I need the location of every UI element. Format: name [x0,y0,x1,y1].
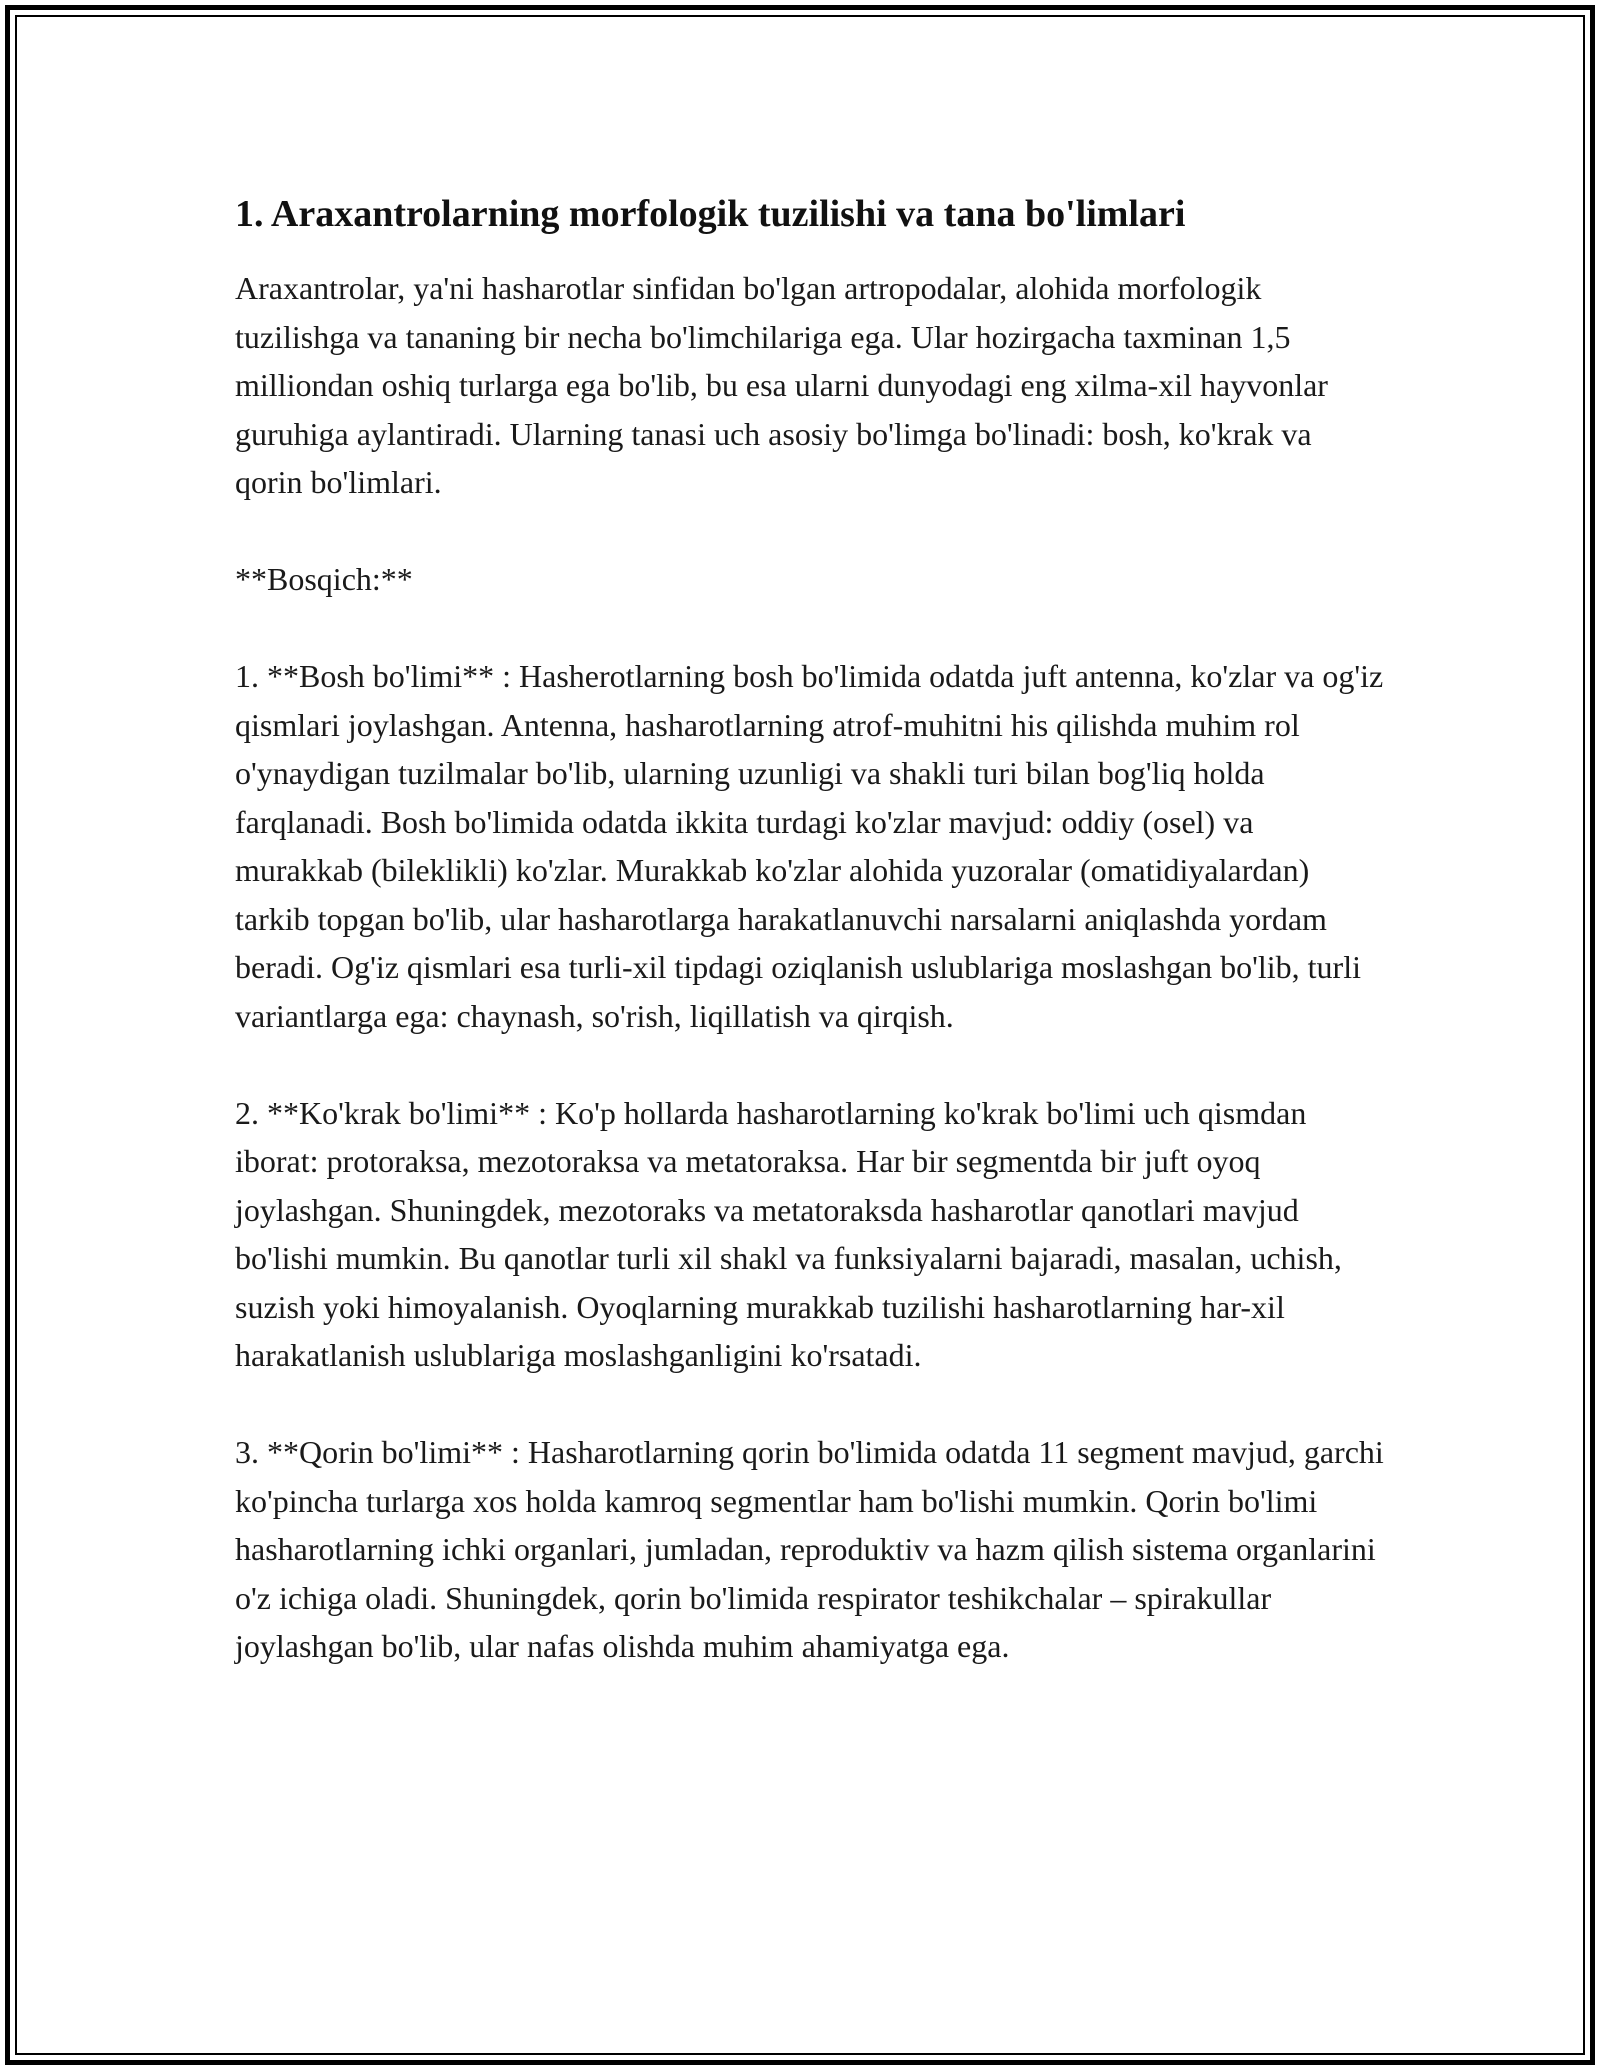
document-title: 1. Araxantrolarning morfologik tuzilishi va tana bo'limlari [235,193,1186,235]
stage-heading: **Bosqich:** [235,561,413,597]
head-section-paragraph: 1. **Bosh bo'limi** : Hasherotlarning bosh bo'limida odatda juft antenna, ko'zlar va og'iz qismlari joylashgan. Antenna, hasharotlarning atrof-muhitni his qilishda muhim rol o'ynaydigan tuzilmalar bo'lib, ularning uzunligi va shakli turi bilan bog'liq holda farqlanadi. Bosh bo'limida odatda ikkita turdagi ko'zlar mavjud: oddiy (osel) va murakkab (bileklikli) ko'zlar. Murakkab ko'zlar alohida yuzoralar (omatidiyalardan) tarkib topgan bo'lib, ular hasharotlarga harakatlanuvchi narsalarni aniqlashda yordam beradi. Og'iz qismlari esa turli-xil tipdagi oziqlanish uslublariga moslashgan bo'lib, turli variantlarga ega: chaynash, so'rish, liqillatish va qirqish. [235,658,1384,1034]
thorax-section-paragraph: 2. **Ko'krak bo'limi** : Ko'p hollarda hasharotlarning ko'krak bo'limi uch qismdan iborat: protoraksa, mezotoraksa va metatoraksa. Har bir segmentda bir juft oyoq joylashgan. Shuningdek, mezotoraks va metatoraksda hasharotlar qanotlari mavjud bo'lishi mumkin. Bu qanotlar turli xil shakl va funksiyalarni bajaradi, masalan, uchish, suzish yoki himoyalanish. Oyoqlarning murakkab tuzilishi hasharotlarning har-xil harakatlanish uslublariga moslashganligini ko'rsatadi. [235,1094,1342,1373]
abdomen-section-paragraph: 3. **Qorin bo'limi** : Hasharotlarning qorin bo'limida odatda 11 segment mavjud, garchi ko'pincha turlarga xos holda kamroq segmentlar ham bo'lishi mumkin. Qorin bo'limi hasharotlarning ichki organlari, jumladan, reproduktiv va hazm qilish sistema organlarini o'z ichiga oladi. Shuningdek, qorin bo'limida respirator teshikchalar – spirakullar joylashgan bo'lib, ular nafas olishda muhim ahamiyatga ega. [235,1434,1384,1664]
intro-paragraph: Araxantrolar, ya'ni hasharotlar sinfidan bo'lgan artropodalar, alohida morfologik tuzilishga va tananing bir necha bo'limchilariga ega. Ular hozirgacha taxminan 1,5 milliondan oshiq turlarga ega bo'lib, bu esa ularni dunyodagi eng xilma-xil hayvonlar guruhiga aylantiradi. Ularning tanasi uch asosiy bo'limga bo'linadi: bosh, ko'krak va qorin bo'limlari. [235,270,1328,500]
document-body [235,190,1385,1719]
